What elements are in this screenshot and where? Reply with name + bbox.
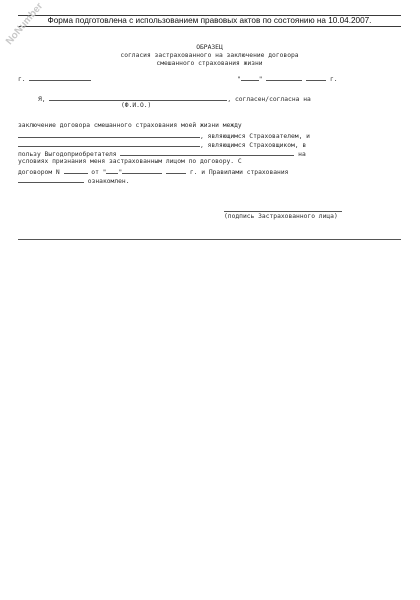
body-line-6-end: г. и Правилами страхования [189,169,289,176]
year-suffix: г. [329,76,338,83]
city-field[interactable] [29,74,91,81]
year-field[interactable] [306,74,326,81]
fio-label: (Ф.И.О.) [121,102,152,109]
contract-year-field[interactable] [166,167,186,174]
policyholder-field[interactable] [18,131,200,138]
date-line [237,74,338,84]
acquainted-text: ознакомлен. [87,178,130,185]
beneficiary-field[interactable] [120,149,294,156]
signature-line[interactable] [224,211,342,212]
contract-number-field[interactable] [64,167,88,174]
consent-i: Я, [38,96,46,103]
contract-month-field[interactable] [122,167,162,174]
acquainted-field[interactable] [18,176,84,183]
quote-close: " [258,76,263,83]
title-sample: ОБРАЗЕЦ [196,44,223,51]
consent-agree: , согласен/согласна на [227,96,311,103]
contract-number-label: договором N [18,169,60,176]
body-line-1: заключение договора смешанного страхования моей жизни между [18,122,242,129]
consent-line [38,94,311,104]
insurer-field[interactable] [18,140,200,147]
header-notice: Форма подготовлена с использованием правовых актов по состоянию на 10.04.2007. [47,16,372,25]
body-line-2-text: , являющимся Страхователем, и [200,133,310,140]
beneficiary-label: пользу Выгодоприобретателя [18,151,117,158]
city-line [18,74,91,84]
body-line-7 [18,176,130,186]
contract-date-open: от " [91,169,107,176]
contract-day-field[interactable] [106,167,118,174]
contract-date-close: " [118,169,123,176]
title-line-3: смешанного страхования жизни [156,60,263,67]
body-line-3-text: , являющимся Страховщиком, в [200,142,307,149]
city-prefix: г. [18,76,26,83]
title-line-2: согласия застрахованного на заключение договора [120,52,299,59]
month-field[interactable] [266,74,302,81]
body-line-4-end: на [298,151,306,158]
day-field[interactable] [241,74,259,81]
footer-rule [18,239,401,240]
signature-label: (подпись Застрахованного лица) [224,213,338,220]
body-line-5: условиях признания меня застрахованным лицом по договору. С [18,158,242,165]
quote-open: " [237,76,241,83]
watermark: NoNumber [4,0,46,48]
fio-field[interactable] [49,94,227,101]
